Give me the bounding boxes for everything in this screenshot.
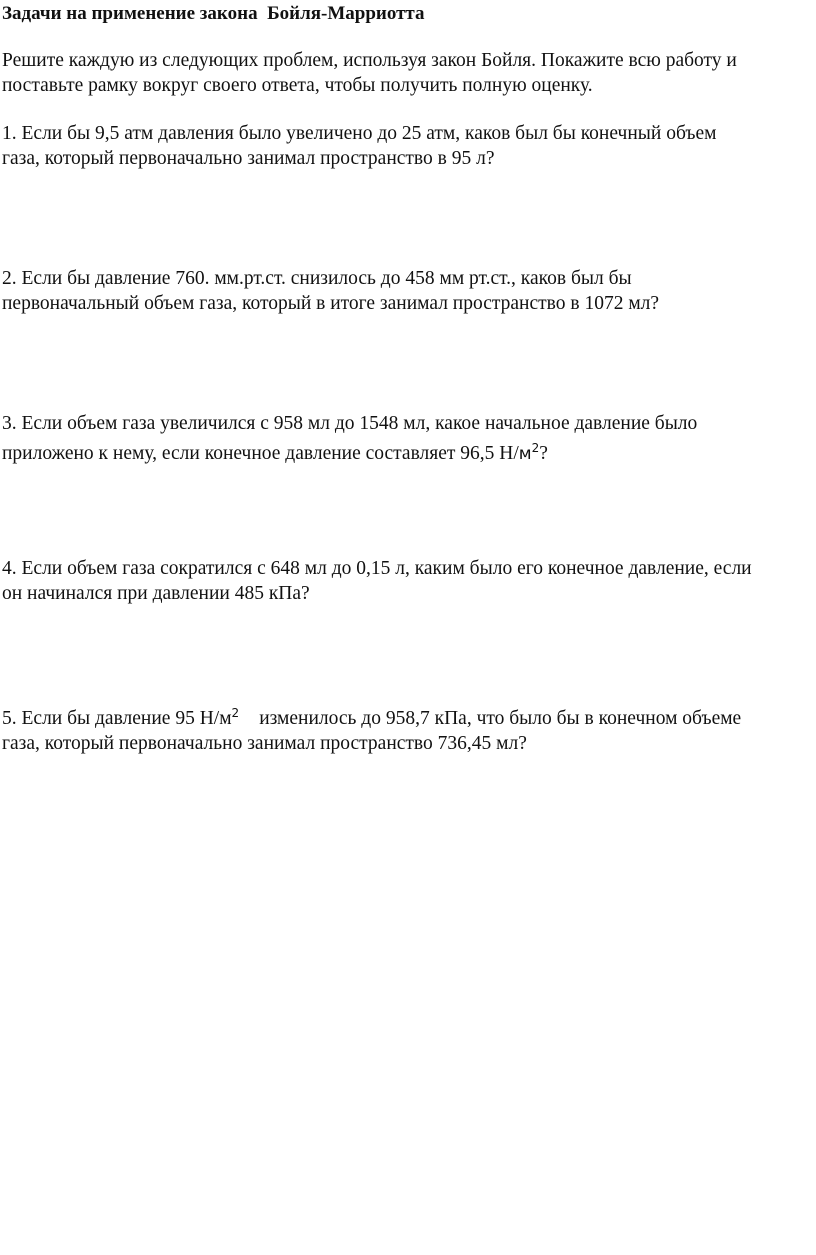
document-title: Задачи на применение закона Бойля-Марриотта [2, 3, 425, 24]
instructions-paragraph [2, 48, 812, 98]
problem-5-line-1-end: изменилось до 958,7 кПа, что было бы в конечном объеме [259, 708, 742, 729]
problem-5-superscript: 2 [231, 706, 240, 720]
problem-2-line-1: 2. Если бы давление 760. мм.рт.ст. снизилось до 458 мм рт.ст., каков был бы [2, 268, 632, 289]
problem-1 [2, 121, 812, 171]
problem-3-unit-m: м [518, 444, 532, 464]
problem-3-superscript: 2 [531, 441, 540, 455]
instructions-line-1: Решите каждую из следующих проблем, используя закон Бойля. Покажите всю работу и [2, 50, 737, 71]
problem-5-line-1-text: 5. Если бы давление 95 Н/м [2, 708, 232, 729]
problem-4-line-2: он начинался при давлении 485 кПа? [2, 583, 310, 604]
problem-3-line-1: 3. Если объем газа увеличился с 958 мл до 1548 мл, какое начальное давление было [2, 413, 698, 434]
problem-1-line-2: газа, который первоначально занимал пространство в 95 л? [2, 148, 495, 169]
problem-3-line-2 [2, 436, 812, 467]
problem-2-line-2: первоначальный объем газа, который в итоге занимал пространство в 1072 мл? [2, 293, 660, 314]
problem-5-line-1 [2, 701, 812, 731]
problem-5-line-2: газа, который первоначально занимал пространство 736,45 мл? [2, 733, 527, 754]
problem-2 [2, 266, 812, 316]
problem-4 [2, 556, 812, 606]
problem-3-line-2-text: приложено к нему, если конечное давление составляет 96,5 Н/ [2, 443, 519, 464]
problem-1-line-1: 1. Если бы 9,5 атм давления было увеличено до 25 атм, каков был бы конечный объем [2, 123, 717, 144]
problem-4-line-1: 4. Если объем газа сократился с 648 мл до 0,15 л, каким было его конечное давление, если [2, 558, 752, 579]
instructions-line-2: поставьте рамку вокруг своего ответа, чтобы получить полную оценку. [2, 75, 593, 96]
problem-3-line-2-end: ? [539, 443, 548, 464]
problem-5 [2, 701, 812, 756]
problem-3 [2, 411, 812, 467]
